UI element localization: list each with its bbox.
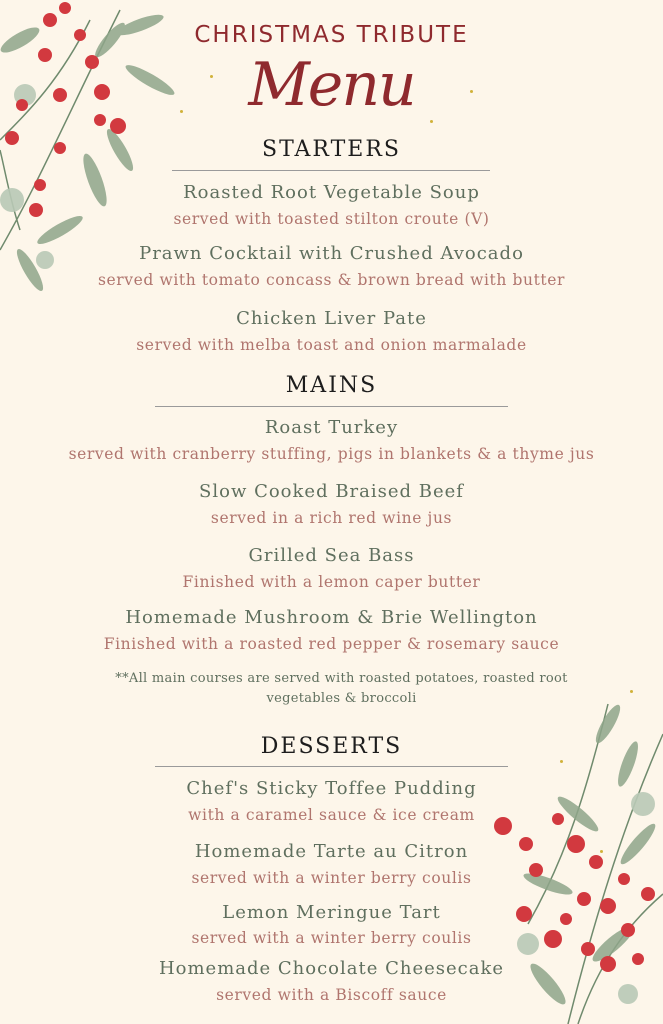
dish-name: Homemade Tarte au Citron [194, 841, 469, 862]
dish-name: Grilled Sea Bass [248, 545, 415, 566]
section-title-desserts: DESSERTS [260, 734, 403, 759]
dish-description: served with tomato concass & brown bread with butter [97, 271, 566, 289]
section-divider [155, 406, 508, 407]
dish-description: served with a winter berry coulis [191, 929, 472, 947]
section-title-starters: STARTERS [262, 137, 401, 162]
dish-description: served with melba toast and onion marmalade [136, 336, 527, 354]
section-divider [172, 170, 490, 171]
dish-name: Chicken Liver Pate [236, 308, 427, 329]
dish-description: served with cranberry stuffing, pigs in blankets & a thyme jus [68, 445, 595, 463]
dish-name: Prawn Cocktail with Crushed Avocado [139, 243, 524, 264]
mains-note-line: vegetables & broccoli [266, 691, 417, 706]
mains-note [40, 669, 643, 709]
dish-description: Finished with a lemon caper butter [182, 573, 481, 591]
menu-script-title: Menu [248, 50, 415, 120]
dish-description: Finished with a roasted red pepper & rosemary sauce [103, 635, 560, 653]
dish-name: Homemade Chocolate Cheesecake [158, 958, 505, 979]
section-divider [155, 766, 508, 767]
section-title-mains: MAINS [285, 373, 378, 398]
dish-name: Homemade Mushroom & Brie Wellington [125, 607, 538, 628]
menu-header-title: CHRISTMAS TRIBUTE [194, 22, 469, 48]
mains-note-line: **All main courses are served with roasted potatoes, roasted root [115, 671, 568, 686]
dish-description: with a caramel sauce & ice cream [188, 806, 475, 824]
dish-name: Chef's Sticky Toffee Pudding [186, 778, 477, 799]
dish-description: served with a Biscoff sauce [216, 986, 447, 1004]
dish-name: Roast Turkey [264, 417, 399, 438]
dish-name: Slow Cooked Braised Beef [199, 481, 464, 502]
dish-description: served with toasted stilton croute (V) [173, 210, 490, 228]
dish-name: Lemon Meringue Tart [222, 902, 441, 923]
dish-description: served with a winter berry coulis [191, 869, 472, 887]
dish-description: served in a rich red wine jus [210, 509, 453, 527]
dish-name: Roasted Root Vegetable Soup [183, 182, 480, 203]
